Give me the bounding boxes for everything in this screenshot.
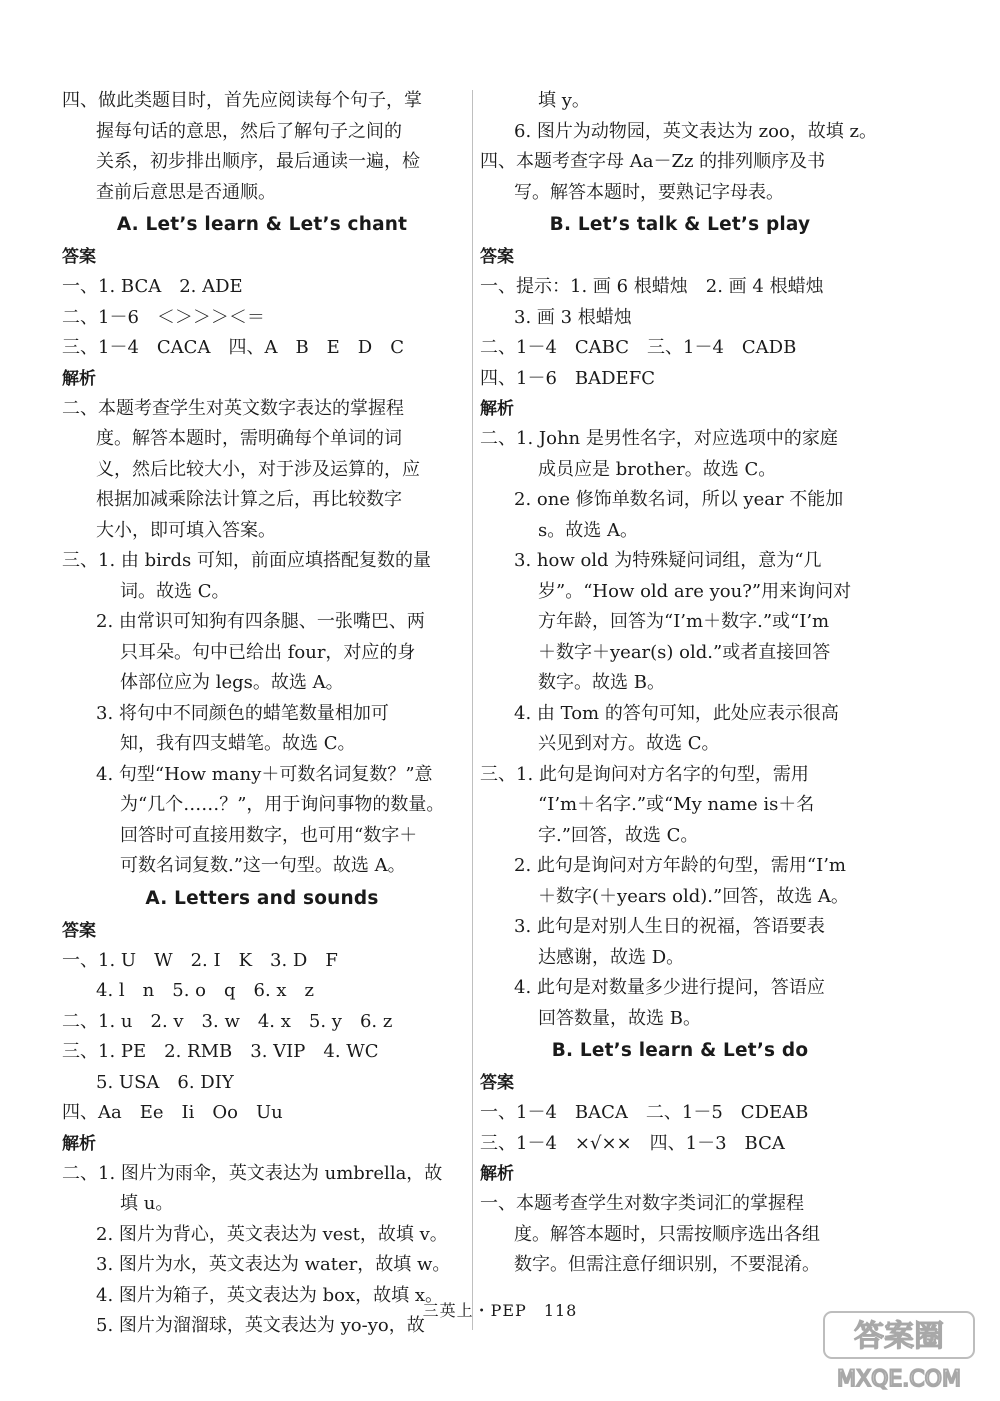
text-line: 查前后意思是否通顺。: [96, 181, 276, 203]
subsection-label: 答案: [480, 247, 514, 267]
text-line: 握每句话的意思，然后了解句子之间的: [96, 120, 402, 142]
text-line: 3. 将句中不同颜色的蜡笔数量相加可: [96, 702, 389, 724]
text-line: 填 u。: [120, 1193, 174, 1214]
text-line: 5. 图片为溜溜球，英文表达为 yo-yo，故: [96, 1315, 425, 1336]
text-line: 为“几个……？”，用于询问事物的数量。: [120, 794, 445, 815]
left-column: [62, 86, 462, 1342]
subsection-label: 答案: [480, 1073, 514, 1093]
text-line: 4. l n 5. o q 6. x z: [96, 980, 315, 1001]
text-line: 一、本题考查学生对数字类词汇的掌握程: [480, 1193, 804, 1214]
text-line: 知，我有四支蜡笔。故选 C。: [120, 733, 356, 754]
text-line: 2. 图片为背心，英文表达为 vest，故填 v。: [96, 1223, 448, 1245]
text-line: 二、1. u 2. v 3. w 4. x 5. y 6. z: [62, 1010, 393, 1032]
text-line: 三、1－4 CACA 四、A B E D C: [62, 337, 405, 358]
text-line: 字.”回答，故选 C。: [538, 824, 699, 846]
text-line: 根据加减乘除法计算之后，再比较数字: [96, 489, 402, 510]
watermark-stamp: [820, 1310, 978, 1392]
text-line: 度。解答本题时，需明确每个单词的词: [96, 428, 402, 449]
text-line: 一、提示：1. 画 6 根蜡烛 2. 画 4 根蜡烛: [480, 276, 824, 297]
page-footer: 三英上・PEP 118: [422, 1301, 578, 1320]
text-line: 可数名词复数.”这一句型。故选 A。: [120, 855, 406, 876]
text-line: 一、1. U W 2. I K 3. D F: [62, 949, 338, 971]
watermark-top-text: 答案圈: [854, 1319, 944, 1354]
text-line: 一、1－4 BACA 二、1－5 CDEAB: [480, 1102, 809, 1123]
text-line: 2. 此句是询问对方年龄的句型，需用“I’m: [514, 855, 846, 876]
text-line: 度。解答本题时，只需按顺序选出各组: [514, 1223, 820, 1245]
text-line: 义，然后比较大小，对于涉及运算的，应: [96, 458, 420, 480]
subsection-label: 解析: [480, 399, 514, 419]
subsection-label: 答案: [62, 247, 96, 267]
subsection-label: 解析: [480, 1164, 514, 1184]
text-line: 4. 图片为箱子，英文表达为 box，故填 x。: [96, 1284, 443, 1306]
column-divider: [472, 90, 473, 1330]
text-line: 岁”。“How old are you?”用来询问对: [538, 580, 852, 602]
text-line: ＋数字＋year(s) old.”或者直接回答: [538, 641, 831, 663]
text-line: 一、1. BCA 2. ADE: [62, 276, 243, 297]
text-line: “I’m＋名字.”或“My name is＋名: [538, 794, 815, 815]
text-line: 三、1－4 ×√×× 四、1－3 BCA: [480, 1132, 785, 1154]
text-line: 3. 画 3 根蜡烛: [514, 306, 632, 328]
text-line: 2. 由常识可知狗有四条腿、一张嘴巴、两: [96, 611, 425, 632]
text-line: 3. 图片为水，英文表达为 water，故填 w。: [96, 1254, 451, 1275]
text-line: 二、本题考查学生对英文数字表达的掌握程: [62, 397, 404, 419]
text-line: 数字。但需注意仔细识别，不要混淆。: [514, 1254, 820, 1275]
text-line: 二、1－6 ＜＞＞＞＜＝: [62, 306, 265, 328]
text-line: 三、1. 由 birds 可知，前面应填搭配复数的量: [62, 550, 431, 571]
subsection-label: 答案: [62, 920, 96, 941]
text-line: 4. 由 Tom 的答句可知，此处应表示很高: [514, 702, 839, 724]
text-line: 关系，初步排出顺序，最后通读一遍，检: [96, 151, 420, 172]
text-line: 填 y。: [538, 90, 590, 111]
text-line: 兴见到对方。故选 C。: [538, 733, 720, 754]
text-line: 2. one 修饰单数名词，所以 year 不能加: [514, 489, 844, 510]
section-heading: A. Let’s learn & Let’s chant: [116, 214, 408, 235]
section-heading: B. Let’s learn & Let’s do: [551, 1040, 809, 1061]
section-heading: A. Letters and sounds: [145, 887, 379, 909]
text-line: 二、1. 图片为雨伞，英文表达为 umbrella，故: [62, 1162, 443, 1184]
text-line: 回答时可直接用数字，也可用“数字＋: [120, 824, 418, 846]
text-line: 5. USA 6. DIY: [96, 1071, 234, 1093]
text-line: 数字。故选 B。: [538, 672, 665, 693]
text-line: 二、1－4 CABC 三、1－4 CADB: [480, 337, 797, 358]
text-line: 体部位应为 legs。故选 A。: [120, 672, 344, 693]
text-line: 四、Aa Ee Ii Oo Uu: [62, 1102, 283, 1123]
text-line: 3. how old 为特殊疑问词组，意为“几: [514, 550, 822, 571]
text-line: 二、1. John 是男性名字，对应选项中的家庭: [480, 428, 838, 449]
text-line: 达感谢，故选 D。: [538, 946, 685, 968]
subsection-label: 解析: [62, 1133, 96, 1154]
text-line: 成员应是 brother。故选 C。: [538, 458, 777, 480]
text-line: 三、1. PE 2. RMB 3. VIP 4. WC: [62, 1041, 379, 1062]
text-line: 写。解答本题时，要熟记字母表。: [514, 181, 784, 203]
subsection-label: 解析: [62, 368, 96, 389]
right-column: [480, 86, 880, 1281]
text-line: 方年龄，回答为“I’m＋数字.”或“I’m: [538, 611, 830, 632]
watermark-bottom-text: MXQE.COM: [837, 1367, 961, 1392]
text-line: 词。故选 C。: [120, 580, 230, 602]
text-line: 四、做此类题目时，首先应阅读每个句子，掌: [62, 90, 422, 111]
text-line: 三、1. 此句是询问对方名字的句型，需用: [480, 763, 809, 785]
text-line: 四、1－6 BADEFC: [480, 367, 655, 389]
text-line: 4. 此句是对数量多少进行提问，答语应: [514, 977, 825, 998]
text-line: 四、本题考查字母 Aa－Zz 的排列顺序及书: [480, 151, 826, 172]
text-line: 3. 此句是对别人生日的祝福，答语要表: [514, 916, 825, 937]
text-line: 6. 图片为动物园，英文表达为 zoo，故填 z。: [514, 120, 877, 142]
text-line: ＋数字(＋years old).”回答，故选 A。: [538, 885, 849, 907]
text-line: 回答数量，故选 B。: [538, 1007, 701, 1029]
text-line: s。故选 A。: [538, 519, 638, 541]
text-line: 4. 句型“How many＋可数名词复数？”意: [96, 763, 433, 785]
text-line: 只耳朵。句中已给出 four，对应的身: [120, 641, 416, 663]
text-line: 大小，即可填入答案。: [96, 519, 276, 541]
section-heading: B. Let’s talk & Let’s play: [549, 214, 811, 235]
